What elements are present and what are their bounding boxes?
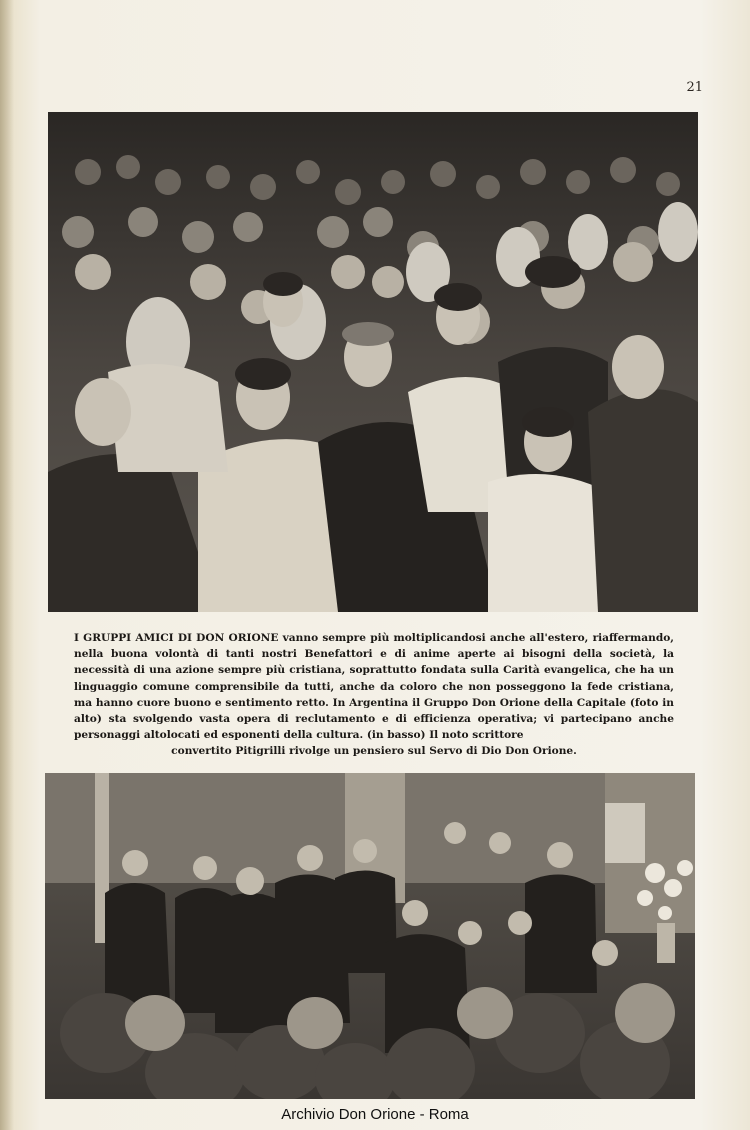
page-number: 21 [686,80,703,95]
caption-heading: I GRUPPI AMICI DI DON ORIONE [74,632,279,644]
photo-gathering-bottom [45,773,695,1099]
photo-caption [74,630,674,760]
audience-photo-drawing [48,112,698,612]
photo-audience-top [48,112,698,612]
spine-shadow [0,0,14,1130]
caption-body: vanno sempre più moltiplicandosi anche all'estero, riaffermando, nella buona volontà di tanti nostri Benefattori e di anime aperte ai bisogni della società, la necessità di una azione sempre più cristiana, soprattutto fondata sulla Carità evangelica, che ha un linguaggio comune comprensibile da tutti, anche da coloro che non posseggono la fede cristiana, ma hanno cuore buono e sentimento retto. In Argentina il Gruppo Don Orione della Capitale (foto in alto) sta svolgendo vasta opera di reclutamento e di efficienza operativa; vi partecipano anche personaggi altolocati ed esponenti della cultura. (in basso) Il noto scrittore [74,632,674,742]
archive-footer: Archivio Don Orione - Roma [281,1106,469,1123]
gathering-photo-drawing [45,773,695,1099]
caption-last-line: convertito Pitigrilli rivolge un pensiero sul Servo di Dio Don Orione. [171,745,577,758]
